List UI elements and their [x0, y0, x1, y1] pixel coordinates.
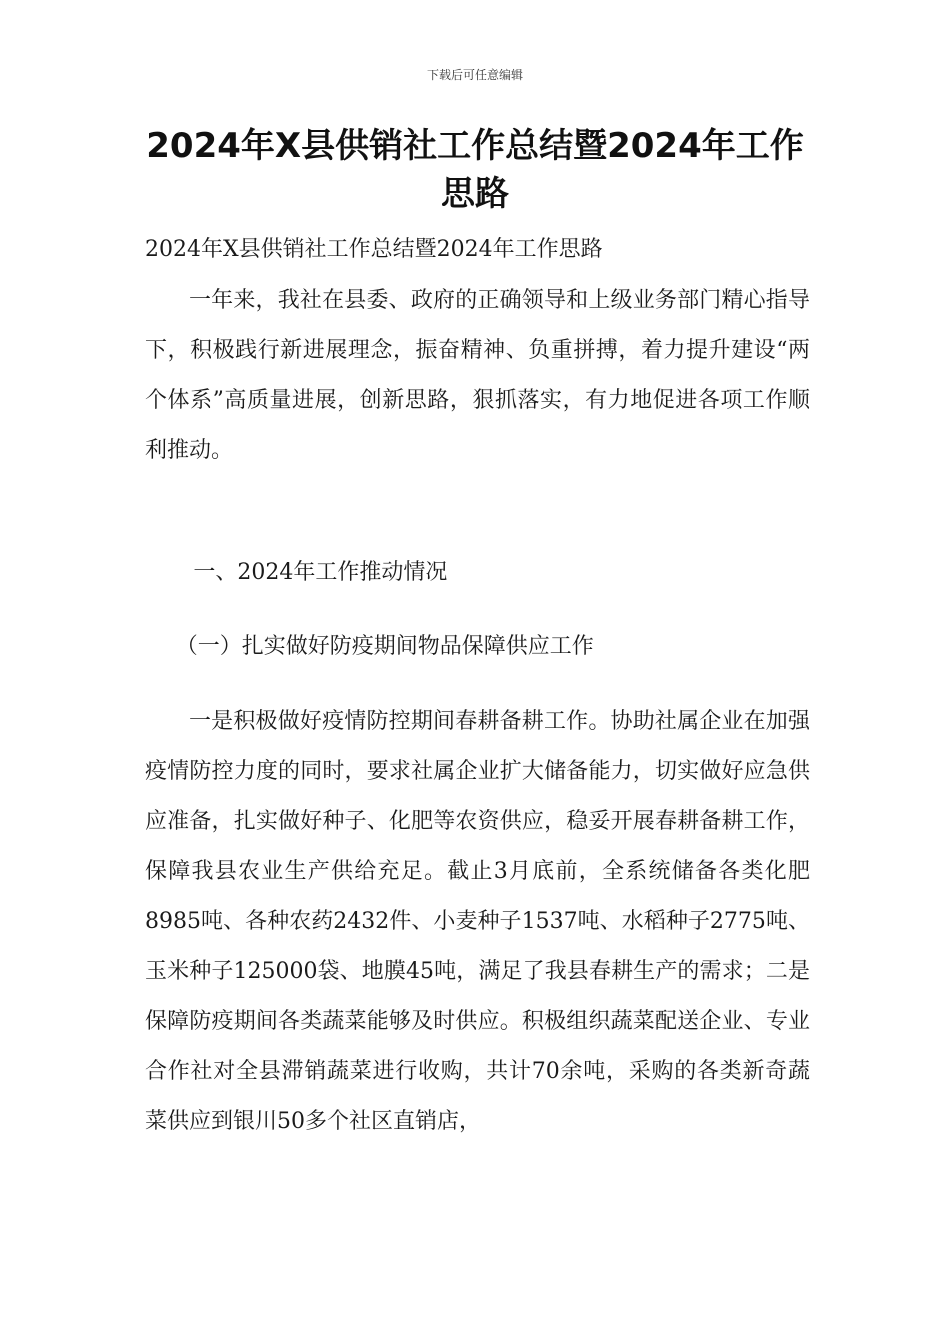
- document-subtitle: 2024年X县供销社工作总结暨2024年工作思路: [145, 237, 603, 262]
- intro-paragraph: 一年来，我社在县委、政府的正确领导和上级业务部门精心指导下，积极践行新进展理念，振奋精神、负重拼搏，着力提升建设“两个体系”高质量进展，创新思路，狠抓落实，有力地促进各项工作顺利推动。: [145, 288, 810, 463]
- subsection-heading: （一）扎实做好防疫期间物品保障供应工作: [175, 634, 594, 659]
- body-paragraph: 一是积极做好疫情防控期间春耕备耕工作。协助社属企业在加强疫情防控力度的同时，要求社属企业扩大储备能力，切实做好应急供应准备，扎实做好种子、化肥等农资供应，稳妥开展春耕备耕工作，保障我县农业生产供给充足。截止3月底前，全系统储备各类化肥8985吨、各种农药2432件、小麦种子1537吨、水稻种子2775吨、玉米种子125000袋、地膜45吨，满足了我县春耕生产的需求；二是保障防疫期间各类蔬菜能够及时供应。积极组织蔬菜配送企业、专业合作社对全县滞销蔬菜进行收购，共计70余吨，采购的各类新奇蔬菜供应到银川50多个社区直销店，: [145, 709, 810, 1134]
- header-note: 下载后可任意编辑: [426, 68, 523, 82]
- section-heading: 一、2024年工作推动情况: [193, 560, 448, 585]
- document-title: 2024年X县供销社工作总结暨2024年工作思路: [146, 126, 804, 214]
